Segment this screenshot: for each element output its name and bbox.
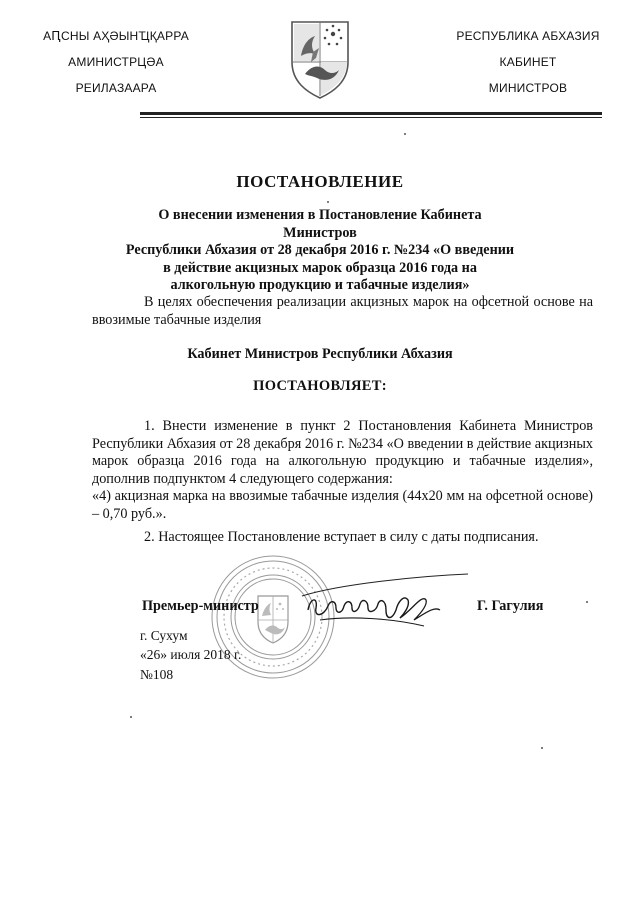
preamble-paragraph: В целях обеспечения реализации акцизных марок на офсетной основе на ввозимые табачные изделия — [92, 294, 593, 328]
header-rule-thin — [140, 117, 602, 118]
header-left-line-3: РЕИЛАЗААРА — [75, 81, 157, 95]
subject-line-3: в действие акцизных марок образца 2016 года на — [163, 259, 477, 276]
signatory-name: Г. Гагулия — [477, 598, 544, 614]
header-right-line-1: РЕСПУБЛИКА АБХАЗИЯ — [456, 29, 600, 43]
abkhazia-coat-of-arms-icon — [289, 18, 351, 100]
subject-line-2: Республики Абхазия от 28 декабря 2016 г. №234 «О введении — [125, 242, 515, 258]
scan-speck — [130, 716, 132, 718]
document-title: ПОСТАНОВЛЕНИЕ — [236, 172, 404, 191]
scan-speck — [541, 747, 543, 749]
header-rule-thick — [140, 112, 602, 115]
scan-speck — [586, 601, 588, 603]
header-right-line-2: КАБИНЕТ — [499, 55, 557, 69]
decree-heading: ПОСТАНОВЛЯЕТ: — [253, 378, 387, 394]
signatory-position: Премьер-министр — [142, 598, 259, 614]
document-date: «26» июля 2018 г. — [140, 647, 242, 662]
scan-speck — [404, 133, 406, 135]
header-right-line-3: МИНИСТРОВ — [488, 81, 568, 95]
document-subject — [120, 207, 520, 295]
subject-line-4: алкогольную продукцию и табачные изделия» — [170, 277, 470, 293]
item-1-paragraph: 1. Внести изменение в пункт 2 Постановления Кабинета Министров Республики Абхазия от 28 декабря 2016 г. №234 «О введении в действие акцизных марок образца 2016 года на алкогольную продукцию и табачные изделия», дополнив подпунктом 4 следующего содержания: — [92, 418, 593, 487]
item-1-quote-paragraph: «4) акцизная марка на ввозимые табачные изделия (44х20 мм на офсетной основе) – 0,70 руб.». — [92, 488, 593, 522]
header-left-line-1: АԤСНЫ АҲӘЫНҴҚАРРА — [43, 29, 189, 43]
document-number: №108 — [140, 667, 174, 682]
cabinet-name: Кабинет Министров Республики Абхазия — [187, 346, 453, 362]
document-city: г. Сухум — [140, 628, 188, 643]
subject-line-1: О внесении изменения в Постановление Кабинета Министров — [158, 207, 482, 241]
item-2-paragraph: 2. Настоящее Постановление вступает в силу с даты подписания. — [144, 529, 539, 545]
header-left-line-2: АМИНИСТРЦӘА — [68, 55, 164, 69]
scan-speck — [327, 201, 329, 203]
handwritten-signature-icon — [300, 570, 470, 630]
